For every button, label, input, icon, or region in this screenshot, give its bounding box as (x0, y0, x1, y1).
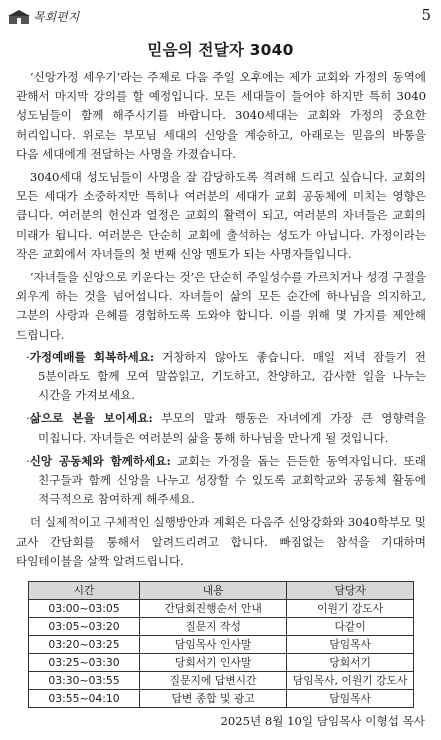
logo-text: 목회편지 (33, 10, 80, 24)
cell-content: 간담회진행순서 안내 (139, 600, 286, 618)
table-row (29, 618, 414, 636)
cell-person: 담임목사, 이원기 강도사 (287, 672, 414, 690)
tip-item: ·신앙 공동체와 함께하세요: 교회는 가정을 돕는 든든한 동역자입니다. 또래 친구들과 함께 신앙을 나누고 성장할 수 있도록 교회학교와 공동체 활동에 적극적으로 참여하게 해주세요. (26, 453, 426, 507)
cell-person: 다같이 (287, 618, 414, 636)
newsletter-logo (8, 8, 79, 25)
column-header-person: 담당자 (287, 582, 414, 600)
cell-content: 질문지에 답변시간 (139, 672, 286, 690)
cell-time: 03:00~03:05 (29, 600, 140, 618)
cell-content: 담임목사 인사말 (139, 636, 286, 654)
page-number: 5 (421, 6, 431, 24)
cell-person: 당회서기 (287, 654, 414, 672)
tip-text: 교회는 가정을 돕는 든든한 동역자입니다. 또래 친구들과 함께 신앙을 나누고 성장할 수 있도록 교회학교와 공동체 활동에 적극적으로 참여하게 해주세요. (38, 453, 426, 507)
table-row (29, 654, 414, 672)
cell-time: 03:20~03:25 (29, 636, 140, 654)
column-header-time: 시간 (29, 582, 140, 600)
cell-person: 담임목사 (287, 636, 414, 654)
table-row (29, 690, 414, 708)
closing-paragraph: 더 실제적이고 구체적인 실행방안과 계획은 다음주 신앙강화와 3040학부모 및 교사 간담회를 통해서 알려드리려고 합니다. 빠짐없는 참석을 기대하며 타임테이블을 살짝 알려드립니다. (16, 515, 426, 568)
table-row (29, 600, 414, 618)
tip-heading: 가정예배를 회복하세요: (29, 349, 155, 364)
cell-time: 03:05~03:20 (29, 618, 140, 636)
cell-time: 03:25~03:30 (29, 654, 140, 672)
page-header (4, 6, 435, 28)
tip-item: ·삶으로 본을 보이세요: 부모의 말과 행동은 자녀에게 가장 큰 영향력을 미칩니다. 자녀들은 여러분의 삶을 통해 하나님을 만나게 될 것입니다. (26, 411, 426, 445)
schedule-table (28, 581, 414, 708)
table-row (29, 636, 414, 654)
cell-time: 03:30~03:55 (29, 672, 140, 690)
cell-time: 03:55~04:10 (29, 690, 140, 708)
cell-content: 당회서기 인사말 (139, 654, 286, 672)
intro-paragraph: ‘자녀들을 신앙으로 키운다는 것’은 단순히 주일성수를 가르치거나 성경 구절을 외우게 하는 것을 넘어섭니다. 자녀들이 삶의 모든 순간에 하나님을 의지하고, 그분의 사랑과 은혜를 경험하도록 도와야 합니다. 이를 위해 몇 가지를 제안해 드립니다. (16, 270, 426, 342)
cell-content: 답변 종합 및 광고 (139, 690, 286, 708)
intro-paragraph: ‘신앙가정 세우기’라는 주제로 다음 주일 오후에는 제가 교회와 가정의 동역에 관해서 마지막 강의를 할 예정입니다. 모든 세대들이 들어야 하지만 특히 3040 성도님들이 함께 해주시기를 바랍니다. 3040세대는 교회와 가정의 중요한 허리입니다. 위로는 부모님 세대의 신앙을 계승하고, 아래로는 믿음의 바통을 다음 세대에게 전달하는 사명을 가졌습니다. (16, 70, 426, 161)
table-header-row (29, 582, 414, 600)
page-title: 믿음의 전달자 3040 (147, 41, 294, 59)
tip-item: ·가정예배를 회복하세요: 거창하지 않아도 좋습니다. 매일 저녁 잠들기 전 5분이라도 함께 모여 말씀읽고, 기도하고, 찬양하고, 감사한 일을 나누는 시간을 가져보세요. (26, 349, 426, 403)
table-row (29, 672, 414, 690)
tip-text: 거창하지 않아도 좋습니다. 매일 저녁 잠들기 전 5분이라도 함께 모여 말씀읽고, 기도하고, 찬양하고, 감사한 일을 나누는 시간을 가져보세요. (38, 349, 426, 403)
tip-text: 부모의 말과 행동은 자녀에게 가장 큰 영향력을 미칩니다. 자녀들은 여러분의 삶을 통해 하나님을 만나게 될 것입니다. (38, 411, 426, 445)
tip-heading: 신앙 공동체와 함께하세요: (29, 453, 171, 468)
intro-paragraph: 3040세대 성도님들이 사명을 잘 감당하도록 격려해 드리고 싶습니다. 교회의 모든 세대가 소중하지만 특히나 여러분의 세대가 교회 공동체에 미치는 영향은 큽니다. 여러분의 헌신과 열정은 교회의 활력이 되고, 여러분의 자녀들은 교회의 미래가 됩니다. 여러분은 단순히 교회에 출석하는 성도가 아닙니다. 가정이라는 작은 교회에서 자녀들의 첫 번째 신앙 멘토가 되는 사명자들입니다. (16, 170, 426, 261)
letter-body (16, 68, 426, 571)
cell-person: 이원기 강도사 (287, 600, 414, 618)
cell-person: 담임목사 (287, 690, 414, 708)
signature-line: 2025년 8월 10일 담임목사 이형섭 목사 (220, 714, 425, 728)
cell-content: 질문지 작성 (139, 618, 286, 636)
tip-heading: 삶으로 본을 보이세요: (29, 411, 153, 426)
column-header-content: 내용 (139, 582, 286, 600)
church-logo-icon (8, 9, 30, 25)
